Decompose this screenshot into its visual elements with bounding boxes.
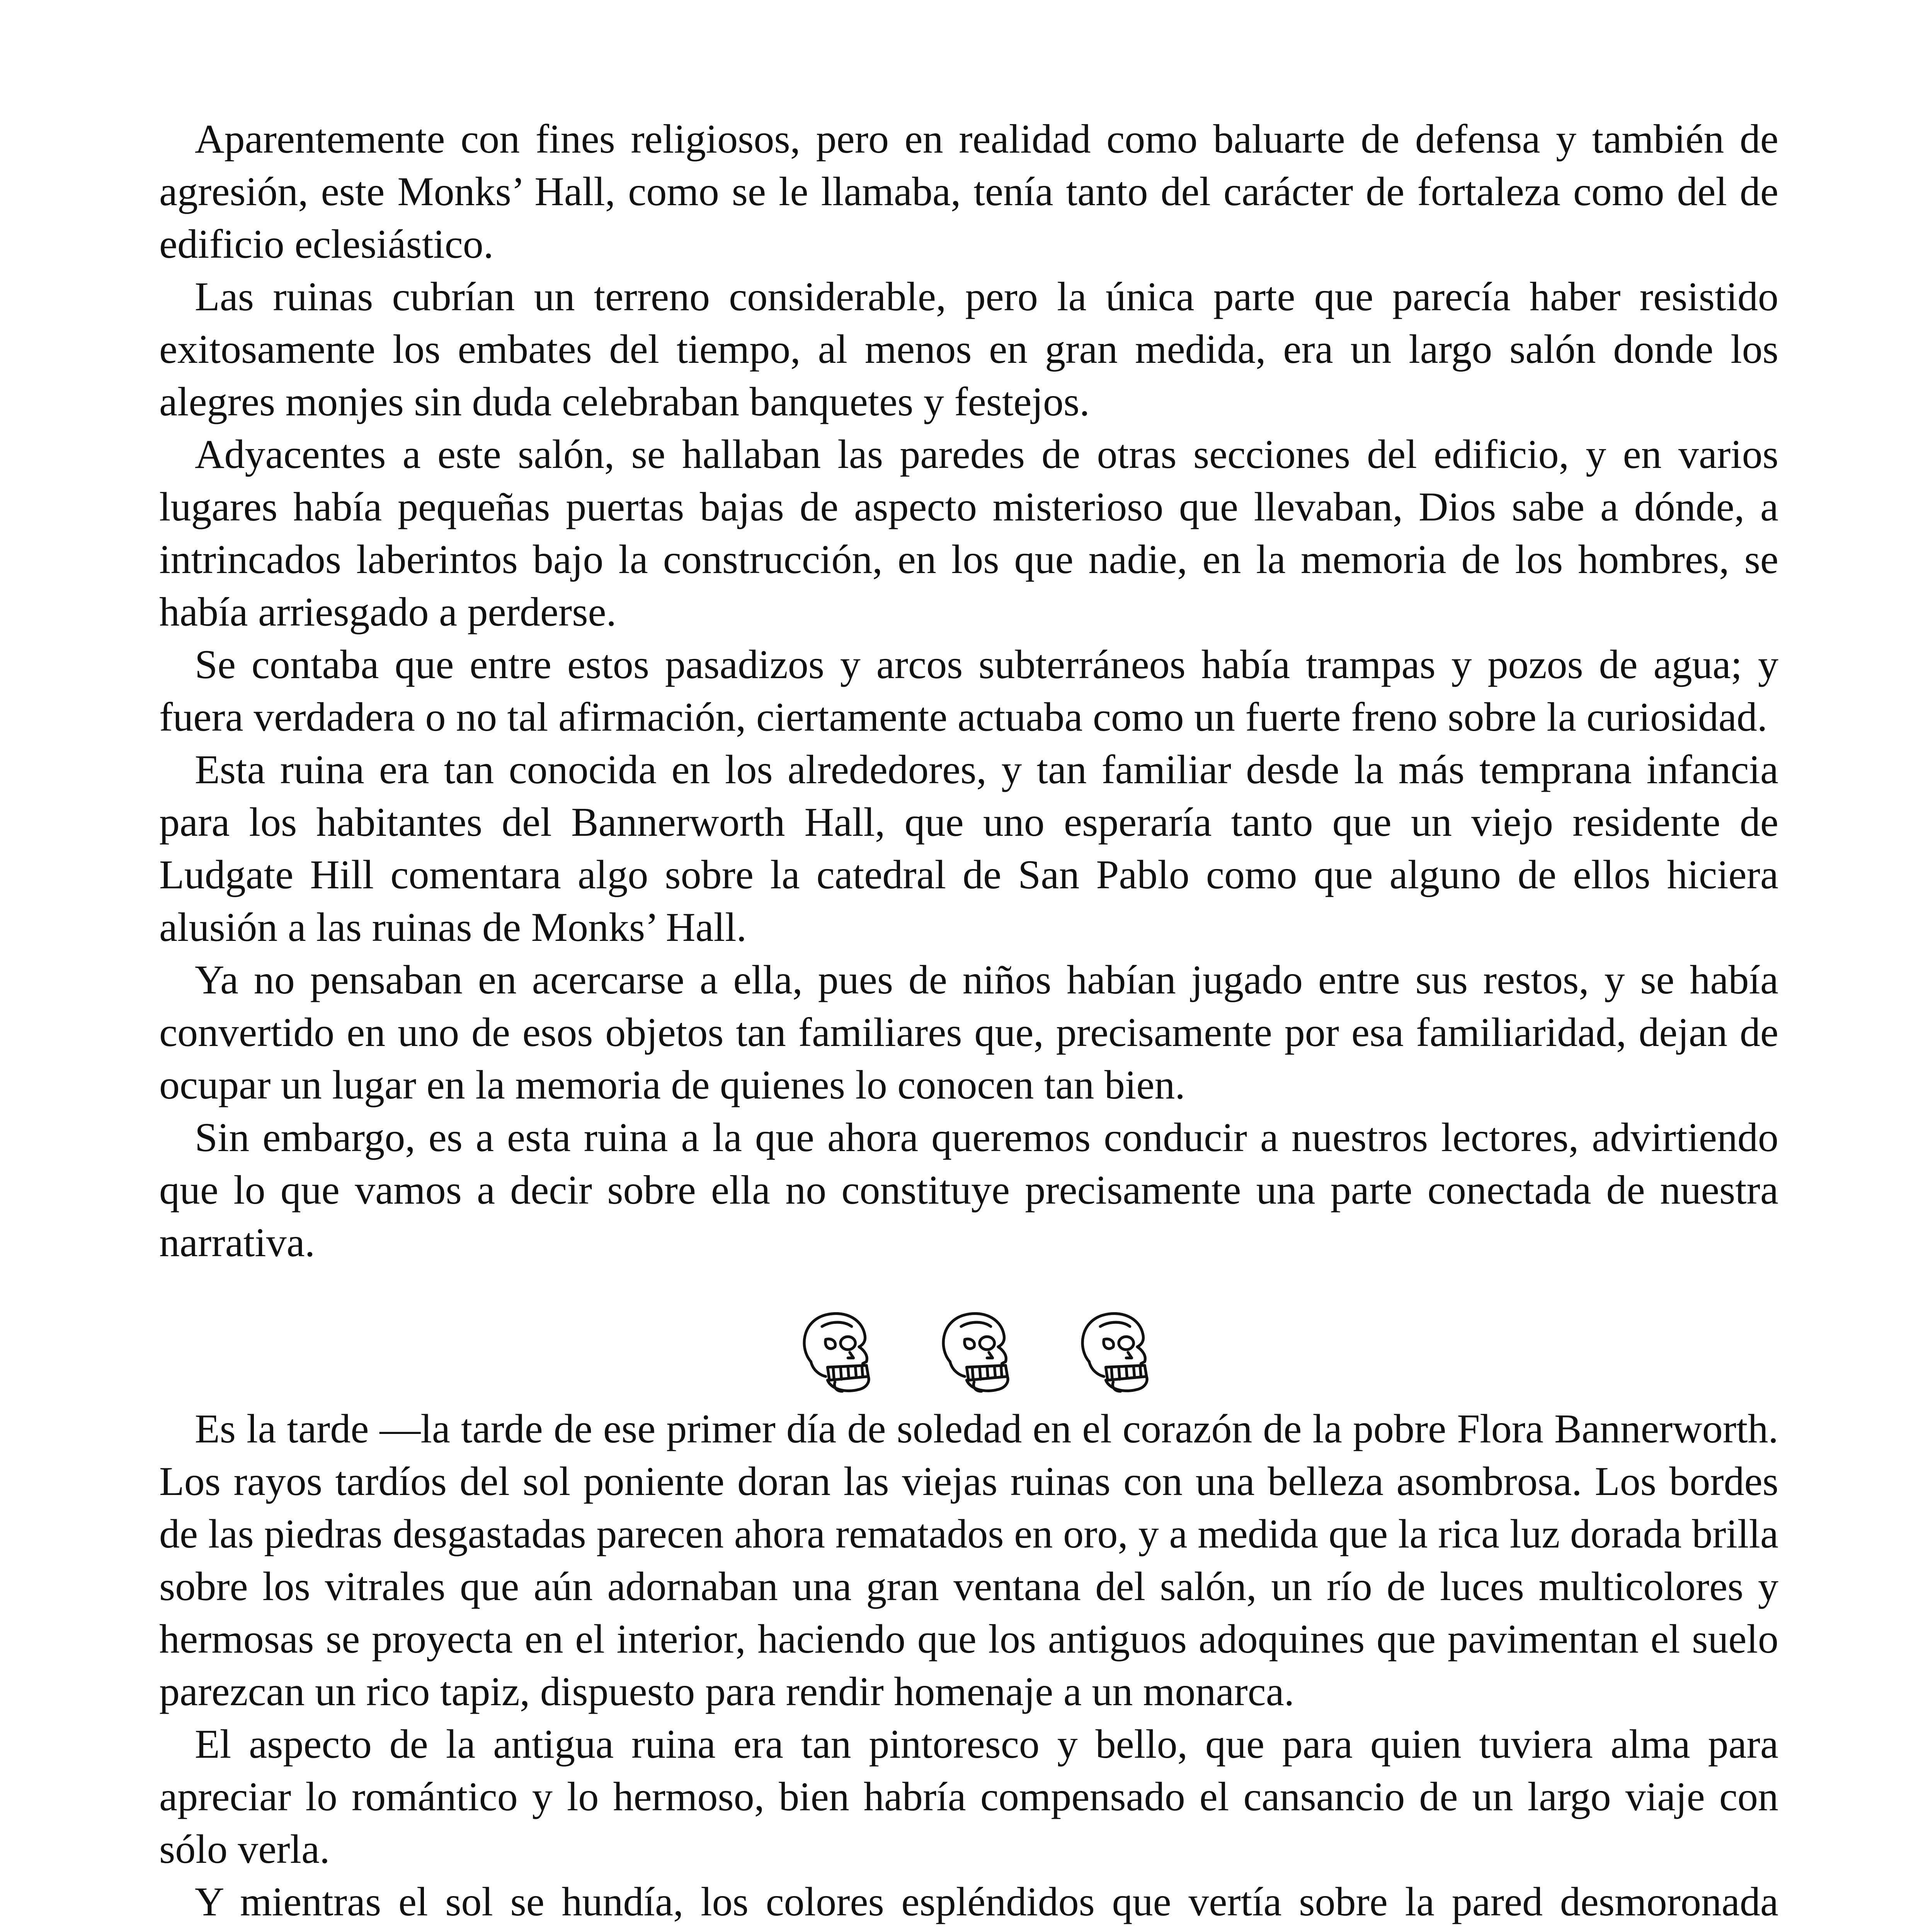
paragraph: Sin embargo, es a esta ruina a la que ahora queremos conducir a nuestros lectores, advirtiendo que lo que vamos a decir sobre ella no constituye precisamente una parte conectada de nuestra narrativa.: [159, 1115, 1778, 1265]
skull-icon: [794, 1308, 887, 1397]
paragraph: Aparentemente con fines religiosos, pero en realidad como baluarte de defensa y también de agresión, este Monks’ Hall, como se le llamaba, tenía tanto del carácter de fortaleza como del de edificio eclesiástico.: [159, 116, 1778, 267]
paragraph: Adyacentes a este salón, se hallaban las paredes de otras secciones del edificio, y en varios lugares había pequeñas puertas bajas de aspecto misterioso que llevaban, Dios sabe a dónde, a intrincados laberintos bajo la construcción, en los que nadie, en la memoria de los hombres, se había arriesgado a perderse.: [159, 432, 1778, 634]
paragraph: Y mientras el sol se hundía, los colores espléndidos que vertía sobre la pared desmoronada: [195, 1879, 1778, 1924]
section-break-ornament: [794, 1308, 1165, 1397]
paragraph: Ya no pensaban en acercarse a ella, pues de niños habían jugado entre sus restos, y se había convertido en uno de esos objetos tan familiares que, precisamente por esa familiaridad, dejan de ocupar un lugar en la memoria de quienes lo conocen tan bien.: [159, 957, 1778, 1107]
skull-icon: [933, 1308, 1026, 1397]
text-block-after-break: [159, 1403, 1778, 1932]
paragraph: Las ruinas cubrían un terreno considerable, pero la única parte que parecía haber resistido exitosamente los embates del tiempo, al menos en gran medida, era un largo salón donde los alegres monjes sin duda celebraban banquetes y festejos.: [159, 274, 1778, 424]
text-block-before-break: [159, 113, 1778, 1269]
paragraph: Esta ruina era tan conocida en los alrededores, y tan familiar desde la más temprana infancia para los habitantes del Bannerworth Hall, que uno esperaría tanto que un viejo residente de Ludgate Hill comentara algo sobre la catedral de San Pablo como que alguno de ellos hiciera alusión a las ruinas de Monks’ Hall.: [159, 747, 1778, 950]
paragraph: Se contaba que entre estos pasadizos y arcos subterráneos había trampas y pozos de agua; y fuera verdadera o no tal afirmación, ciertamente actuaba como un fuerte freno sobre la curiosidad.: [159, 642, 1778, 740]
skull-icon: [1072, 1308, 1165, 1397]
paragraph: El aspecto de la antigua ruina era tan pintoresco y bello, que para quien tuviera alma para apreciar lo romántico y lo hermoso, bien habría compensado el cansancio de un largo viaje con sólo verla.: [159, 1721, 1778, 1872]
paragraph: Es la tarde —la tarde de ese primer día de soledad en el corazón de la pobre Flora Bannerworth. Los rayos tardíos del sol poniente doran las viejas ruinas con una belleza asombrosa. Los bordes de las piedras desgastadas parecen ahora rematados en oro, y a medida que la rica luz dorada brilla sobre los vitrales que aún adornaban una gran ventana del salón, un río de luces multicolores y hermosas se proyecta en el interior, haciendo que los antiguos adoquines que pavimentan el suelo parezcan un rico tapiz, dispuesto para rendir homenaje a un monarca.: [159, 1406, 1778, 1714]
